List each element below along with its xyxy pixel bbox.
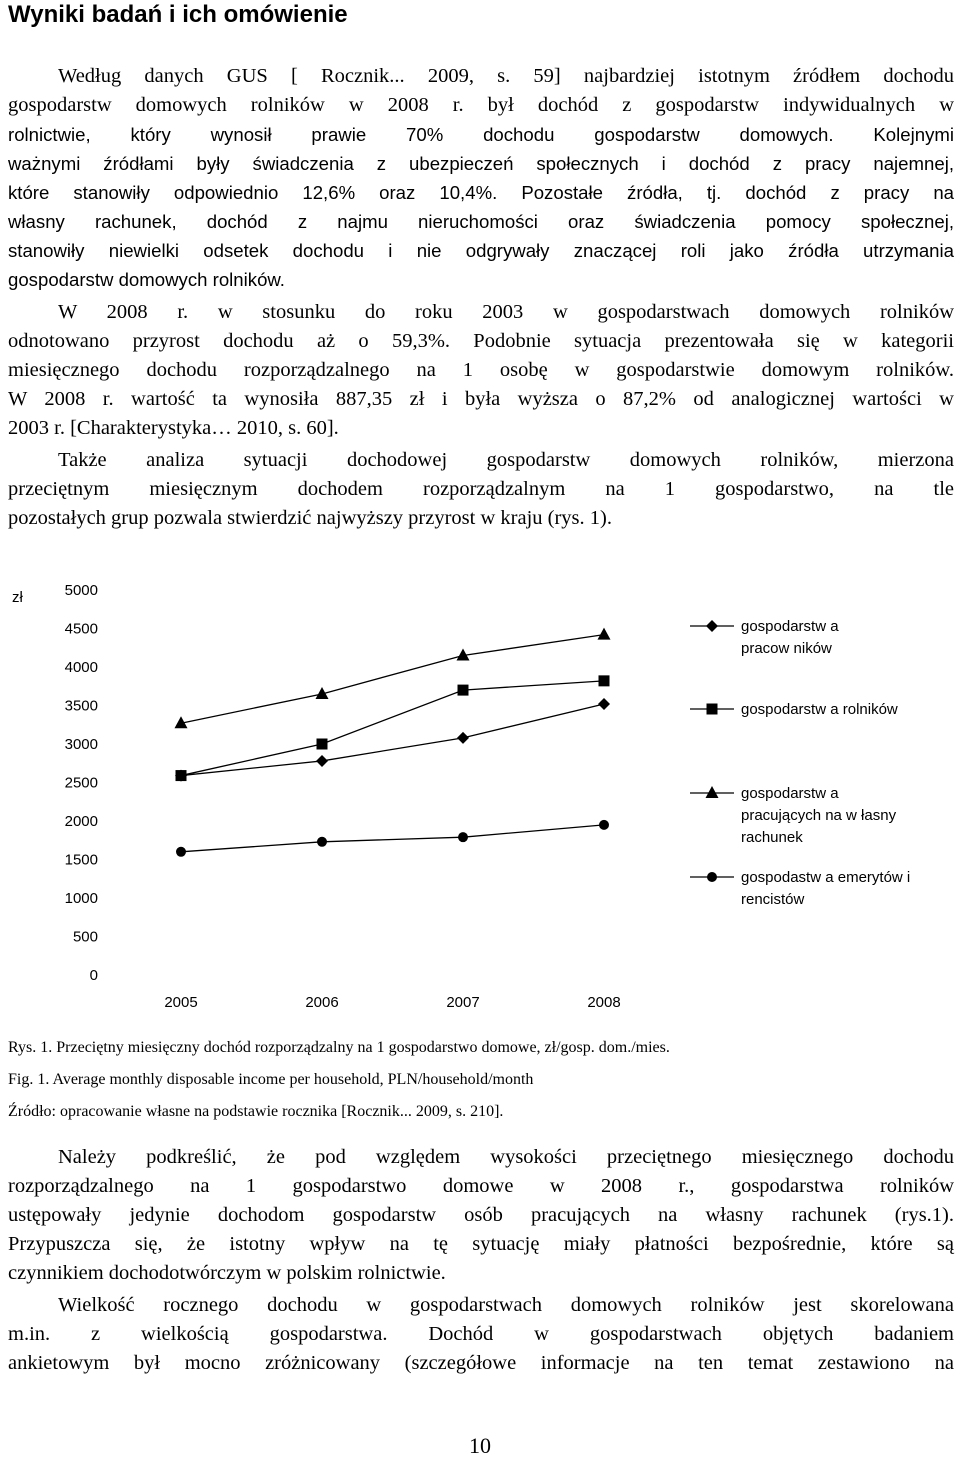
text-line: własny rachunek, dochód z najmu nieruchomości oraz świadczenia pomocy społecznej, — [8, 211, 954, 232]
y-axis-unit-label: zł — [12, 589, 23, 606]
text-line: rozporządzalnego na 1 gospodarstwo domowe w 2008 r., gospodarstwa rolników — [8, 1175, 954, 1197]
data-point-diamond — [598, 698, 610, 710]
series-triangle — [175, 628, 611, 729]
text-line: czynnikiem dochodotwórczym w polskim rolnictwie. — [8, 1262, 446, 1284]
series-line — [181, 704, 604, 776]
text-line: ważnymi źródłami były świadczenia z ubezpieczeń społecznych i dochód z pracy najemnej, — [8, 153, 954, 174]
legend-entry — [690, 618, 839, 657]
x-tick-label: 2007 — [446, 994, 480, 1011]
legend — [690, 618, 910, 908]
series-circle — [176, 820, 609, 857]
legend-label: gospodastw a emerytów i — [741, 869, 911, 886]
text-line: Według danych GUS [ Rocznik... 2009, s. 59] najbardziej istotnym źródłem dochodu — [58, 65, 954, 87]
series-line — [181, 635, 604, 724]
text-line: stanowiły niewielki odsetek dochodu i nie odgrywały znaczącej roli jako źródła utrzymania — [8, 240, 954, 261]
text-line: Także analiza sytuacji dochodowej gospodarstw domowych rolników, mierzona — [58, 449, 954, 471]
x-tick-label: 2006 — [305, 994, 339, 1011]
data-point-triangle — [598, 628, 611, 640]
data-point-circle — [317, 837, 327, 847]
y-tick-label: 1500 — [64, 851, 98, 869]
legend-label: pracow ników — [741, 640, 832, 657]
series-line — [181, 681, 604, 776]
legend-label: gospodarstw a — [741, 785, 839, 802]
series-layer — [175, 628, 611, 857]
text-line: odnotowano przyrost dochodu aż o 59,3%. Podobnie sytuacja prezentowała się w kategorii — [8, 330, 954, 352]
legend-marker-diamond — [706, 620, 718, 632]
legend-label: gospodarstw a rolników — [741, 701, 898, 718]
series-square — [176, 675, 610, 781]
text-line: miesięcznego dochodu rozporządzalnego na 1 osobę w gospodarstwie domowym rolników. — [8, 359, 954, 381]
y-tick-label: 3000 — [64, 736, 98, 753]
y-tick-label: 500 — [72, 928, 98, 946]
text-line: Wielkość rocznego dochodu w gospodarstwach domowych rolników jest skorelowana — [58, 1294, 954, 1316]
text-line: które stanowiły odpowiednio 12,6% oraz 10,4%. Pozostałe źródła, tj. dochód z pracy na — [8, 182, 954, 203]
legend-label: gospodarstw a — [741, 618, 839, 635]
figure-source-note: Źródło: opracowanie własne na podstawie rocznika [Rocznik... 2009, s. 210]. — [8, 1103, 504, 1120]
text-line: ankietowym był mocno zróżnicowany (szczegółowe informacje na ten temat zestawiono na — [8, 1352, 954, 1374]
data-point-diamond — [457, 732, 469, 744]
text-line: m.in. z wielkością gospodarstwa. Dochód w gospodarstwach objętych badaniem — [8, 1323, 954, 1345]
data-point-square — [176, 770, 187, 781]
x-tick-label: 2005 — [164, 994, 198, 1011]
y-tick-label: 2500 — [64, 774, 98, 792]
paragraph-income-analysis — [8, 446, 954, 533]
paragraph-income-growth — [8, 298, 954, 443]
y-tick-label: 5000 — [64, 582, 98, 599]
legend-entry — [690, 785, 897, 846]
legend-entry — [690, 701, 898, 718]
legend-label: rachunek — [741, 829, 803, 846]
text-line: rolnictwie, który wynosił prawie 70% dochodu gospodarstw domowych. Kolejnymi — [8, 124, 954, 145]
y-tick-label: 4500 — [64, 620, 98, 638]
y-tick-label: 4000 — [64, 659, 98, 676]
paragraph-income-comparison — [8, 1143, 954, 1288]
legend-label: rencistów — [741, 891, 805, 908]
text-line: pozostałych grup pozwala stwierdzić najwyższy przyrost w kraju (rys. 1). — [8, 507, 612, 529]
y-tick-label: 1000 — [64, 890, 98, 907]
figure-caption-english: Fig. 1. Average monthly disposable income per household, PLN/household/month — [8, 1071, 534, 1088]
legend-marker-circle — [707, 872, 717, 882]
data-point-circle — [599, 820, 609, 830]
series-line — [181, 825, 604, 852]
data-point-circle — [176, 847, 186, 857]
text-line: przeciętnym miesięcznym dochodem rozporządzalnym na 1 gospodarstwo, na tle — [8, 478, 954, 500]
x-tick-label: 2008 — [587, 994, 621, 1011]
text-line: W 2008 r. wartość ta wynosiła 887,35 zł i była wyższa o 87,2% od analogicznej wartości w — [8, 388, 954, 410]
text-line: Należy podkreślić, że pod względem wysokości przeciętnego miesięcznego dochodu — [58, 1146, 954, 1168]
x-axis-tick-labels — [164, 994, 620, 1011]
paragraph-income-sources — [8, 62, 954, 294]
section-heading: Wyniki badań i ich omówienie — [8, 1, 348, 28]
legend-marker-triangle — [706, 786, 719, 798]
y-axis-tick-labels — [65, 582, 98, 984]
y-tick-label: 0 — [89, 967, 98, 984]
text-line: Przypuszcza się, że istotny wpływ na tę sytuację miały płatności bezpośrednie, które są — [8, 1233, 954, 1255]
data-point-diamond — [316, 755, 328, 767]
page-number: 10 — [469, 1433, 491, 1458]
data-point-square — [317, 739, 328, 750]
legend-label: pracujących na w łasny — [741, 807, 897, 824]
data-point-square — [458, 685, 469, 696]
text-line: 2003 r. [Charakterystyka… 2010, s. 60]. — [8, 417, 339, 439]
text-line: ustępowały jedynie dochodom gospodarstw osób pracujących na własny rachunek (rys.1). — [8, 1204, 954, 1226]
text-line: gospodarstw domowych rolników. — [8, 269, 285, 290]
income-line-chart — [0, 575, 960, 1020]
text-line: gospodarstw domowych rolników w 2008 r. był dochód z gospodarstw indywidualnych w — [8, 94, 954, 116]
legend-marker-square — [707, 704, 718, 715]
paragraph-farm-size — [8, 1291, 954, 1378]
data-point-square — [599, 675, 610, 686]
y-tick-label: 3500 — [64, 697, 98, 715]
text-line: W 2008 r. w stosunku do roku 2003 w gospodarstwach domowych rolników — [58, 301, 954, 323]
y-tick-label: 2000 — [64, 813, 98, 830]
legend-entry — [690, 869, 910, 908]
figure-caption-polish: Rys. 1. Przeciętny miesięczny dochód rozporządzalny na 1 gospodarstwo domowe, zł/gosp. dom./mies. — [8, 1039, 670, 1056]
data-point-circle — [458, 832, 468, 842]
